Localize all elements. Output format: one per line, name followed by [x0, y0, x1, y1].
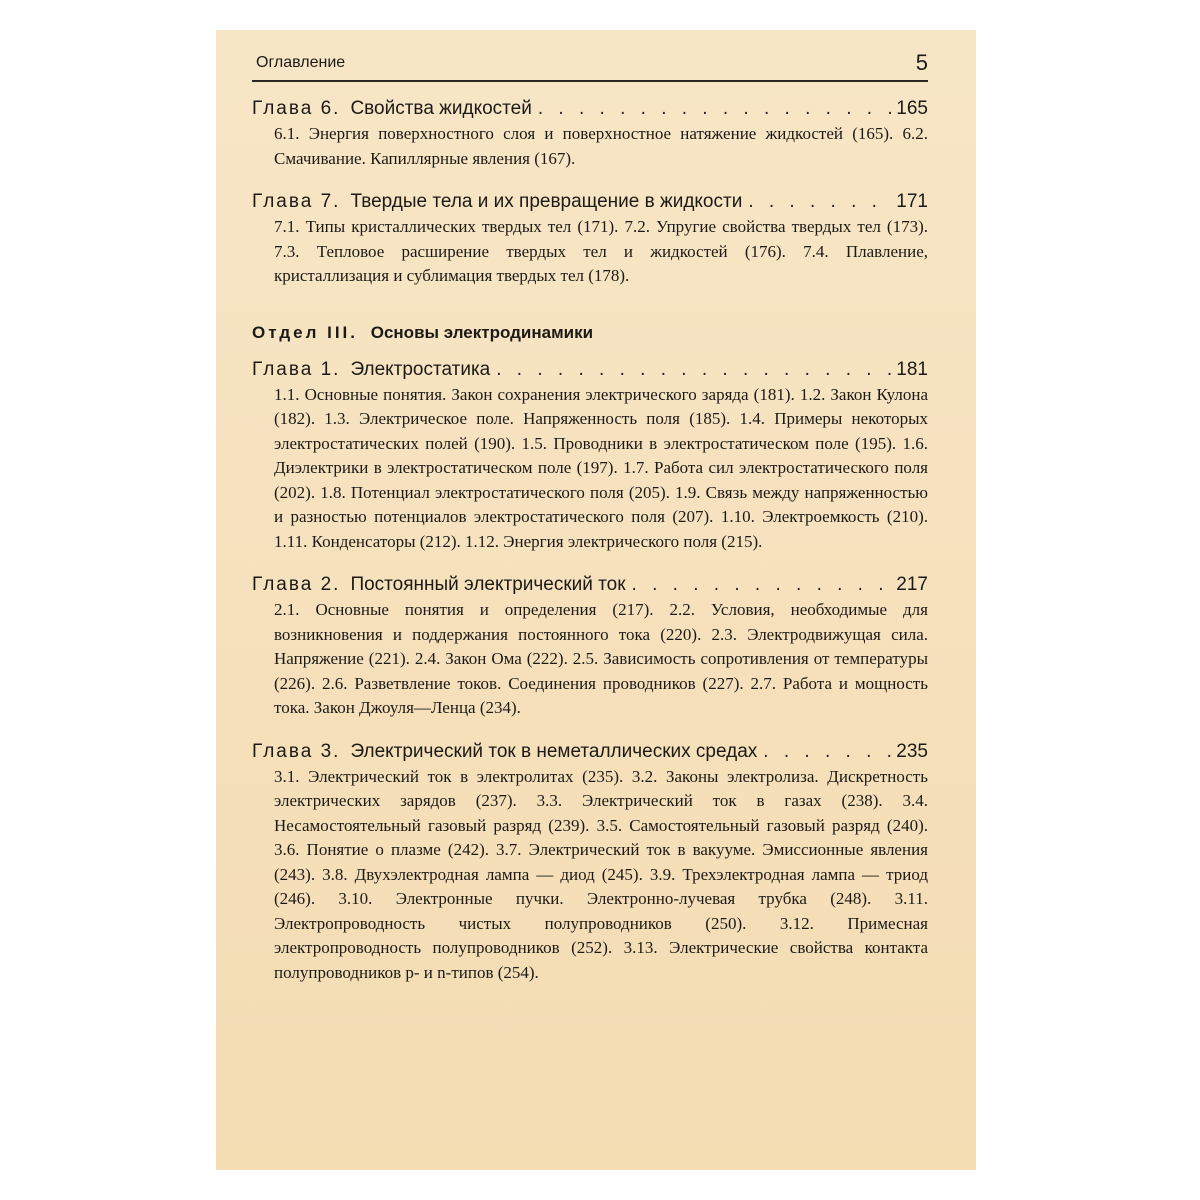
toc-chapter — [252, 189, 928, 289]
chapter-title: Электрический ток в неметаллических средах — [350, 740, 758, 762]
chapter-heading — [252, 357, 928, 383]
chapter-heading — [252, 189, 928, 215]
chapter-heading — [252, 96, 928, 122]
chapter-contents: 7.1. Типы кристаллических твердых тел (171). 7.2. Упругие свойства твердых тел (173). 7.3. Тепловое расширение твердых тел и жидкостей (176). 7.4. Плавление, кристаллизация и сублимация твердых тел (178). — [274, 217, 928, 285]
chapter-heading — [252, 739, 928, 765]
chapter-page: 165 — [896, 98, 928, 119]
dot-leader — [632, 572, 893, 598]
chapter-page: 217 — [896, 574, 928, 595]
page-header — [252, 46, 928, 82]
chapter-page: 235 — [896, 740, 928, 762]
chapter-page: 171 — [896, 191, 928, 212]
chapter-label: Глава 6. — [252, 98, 341, 119]
chapter-label: Глава 1. — [252, 358, 341, 380]
chapter-contents: 6.1. Энергия поверхностного слоя и поверхностное натяжение жидкостей (165). 6.2. Смачивание. Капиллярные явления (167). — [274, 124, 928, 168]
chapter-contents: 1.1. Основные понятия. Закон сохранения электрического заряда (181). 1.2. Закон Кулона (182). 1.3. Электрическое поле. Напряженность поля (185). 1.4. Примеры некоторых электростатических полей (190). 1.5. Проводники в электростатическом поле (195). 1.6. Диэлектрики в электростатическом поле (197). 1.7. Работа сил электростатического поля (202). 1.8. Потенциал электростатического поля (205). 1.9. Связь между напряженностью и разностью потенциалов электростатического поля (207). 1.10. Электроемкость (210). 1.11. Конденсаторы (212). 1.12. Энергия электрического поля (215). — [274, 384, 928, 551]
chapter-title: Постоянный электрический ток — [350, 574, 626, 595]
chapter-contents: 2.1. Основные понятия и определения (217). 2.2. Условия, необходимые для возникновения и поддержания постоянного тока (220). 2.3. Электродвижущая сила. Напряжение (221). 2.4. Закон Ома (222). 2.5. Зависимость сопротивления от температуры (226). 2.6. Разветвление токов. Соединения проводников (227). 2.7. Работа и мощность тока. Закон Джоуля—Ленца (234). — [274, 600, 928, 717]
chapter-heading — [252, 572, 928, 598]
chapter-contents: 3.1. Электрический ток в электролитах (235). 3.2. Законы электролиза. Дискретность электрических зарядов (237). 3.3. Электрический ток в газах (238). 3.4. Несамостоятельный газовый разряд (239). 3.5. Самостоятельный газовый разряд (240). 3.6. Понятие о плазме (242). 3.7. Электрический ток в вакууме. Эмиссионные явления (243). 3.8. Двухэлектродная лампа — диод (245). 3.9. Трехэлектродная лампа — триод (246). 3.10. Электронные пучки. Электронно-лучевая трубка (248). 3.11. Электропроводность чистых полупроводников (250). 3.12. Примесная электропроводность полупроводников (252). 3.13. Электрические свойства контакта полупроводников p- и n-типов (254). — [274, 766, 928, 982]
section-heading — [252, 323, 928, 343]
book-page — [216, 30, 976, 1170]
chapter-label: Глава 2. — [252, 574, 341, 595]
chapter-label: Глава 7. — [252, 191, 341, 212]
dot-leader — [748, 189, 892, 215]
chapter-title: Твердые тела и их превращение в жидкости — [350, 191, 743, 212]
page-number: 5 — [915, 50, 928, 75]
section-title: Основы электродинамики — [370, 322, 594, 342]
chapter-page: 181 — [896, 358, 928, 380]
running-title: Оглавление — [256, 54, 346, 71]
section-label: Отдел III. — [252, 322, 358, 342]
toc-chapter — [252, 357, 928, 555]
chapter-title: Электростатика — [350, 358, 491, 380]
dot-leader — [496, 357, 892, 383]
chapter-title: Свойства жидкостей — [350, 98, 532, 119]
toc-chapter — [252, 96, 928, 171]
toc-chapter — [252, 572, 928, 721]
dot-leader — [763, 739, 892, 765]
chapter-label: Глава 3. — [252, 740, 341, 762]
dot-leader — [538, 96, 892, 122]
toc-chapter — [252, 739, 928, 986]
